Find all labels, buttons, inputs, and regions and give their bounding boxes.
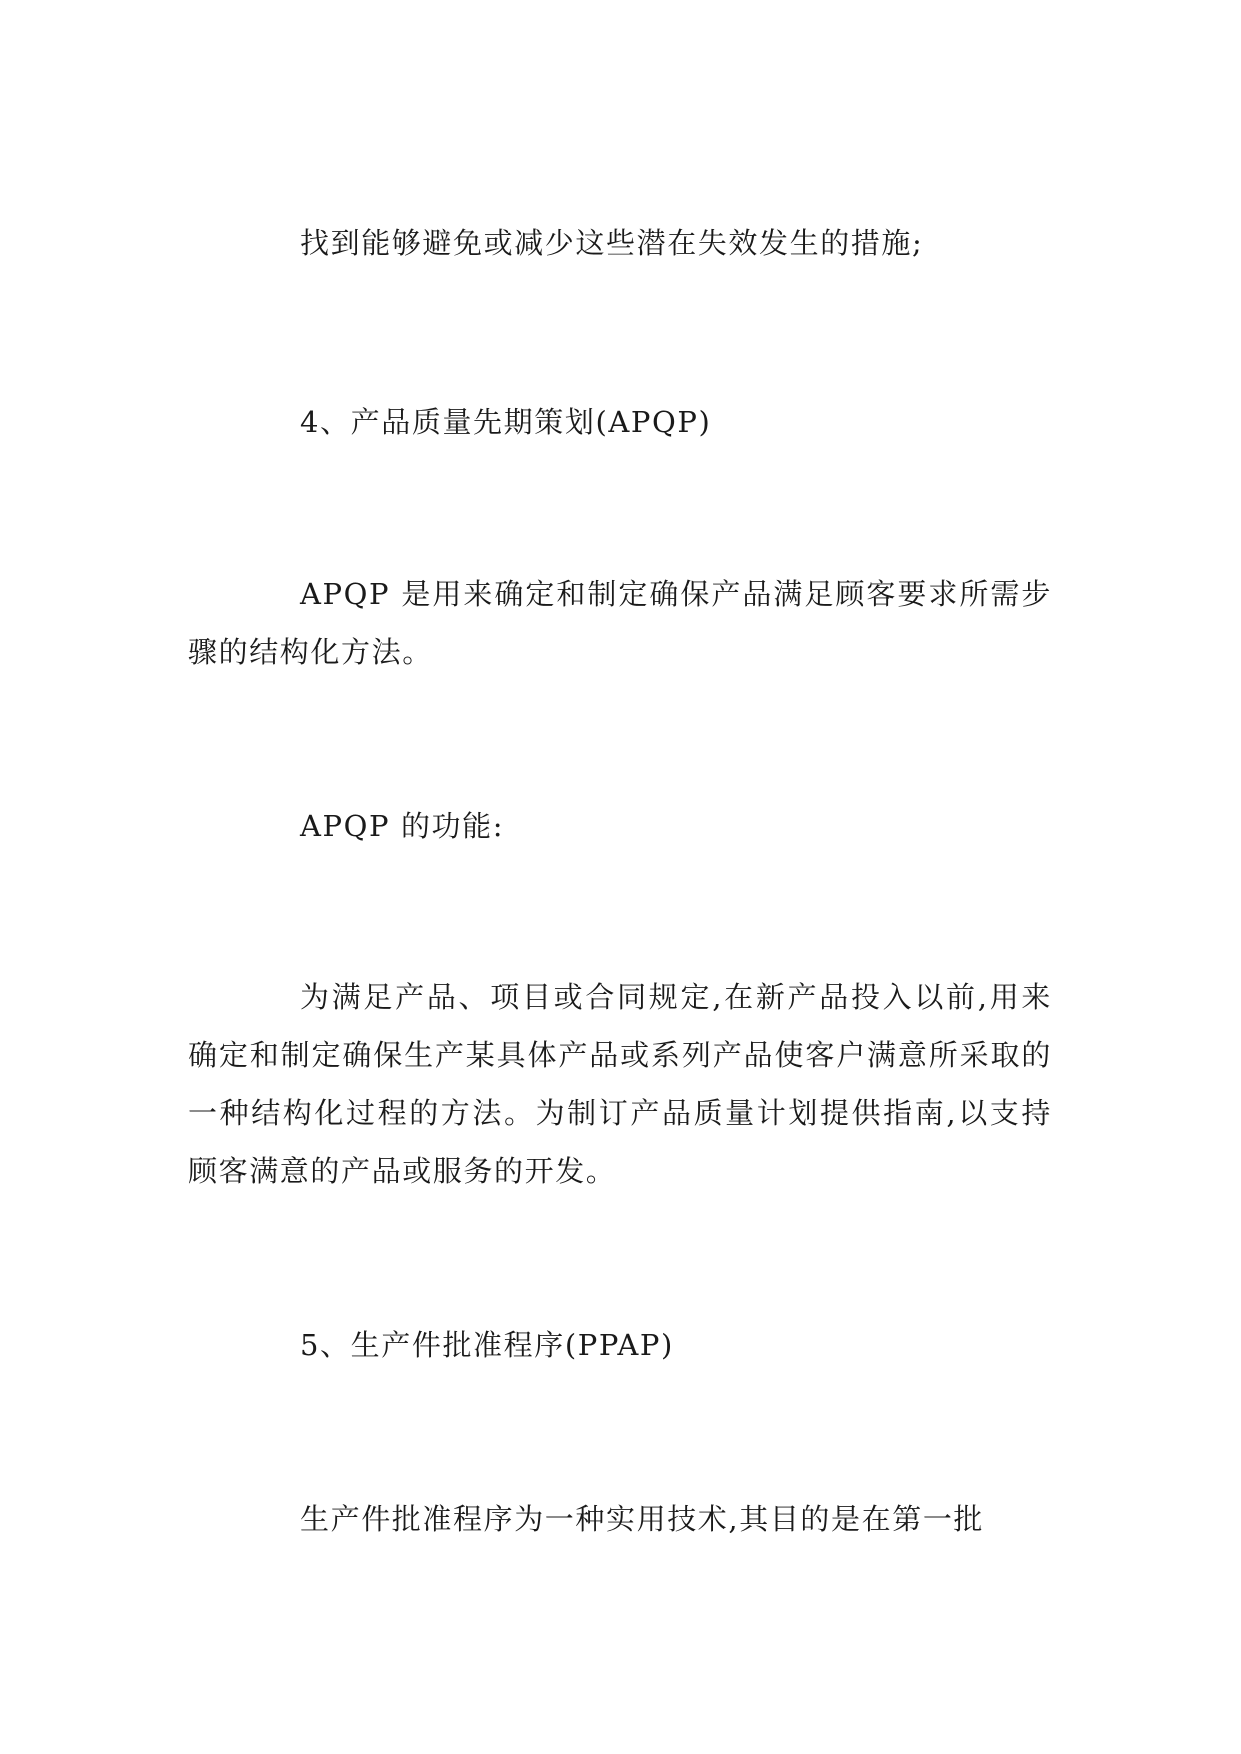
paragraph-failure-measures: 找到能够避免或减少这些潜在失效发生的措施; <box>300 226 924 260</box>
paragraph-apqp-function: 为满足产品、项目或合同规定,在新产品投入以前,用来确定和制定确保生产某具体产品或系列产品使客户满意所采取的一种结构化过程的方法。为制订产品质量计划提供指南,以支持顾客满意的产品或服务的开发。 <box>188 980 1052 1188</box>
paragraph-ppap-definition: 生产件批准程序为一种实用技术,其目的是在第一批 <box>300 1502 985 1536</box>
heading-apqp: 4、产品质量先期策划(APQP) <box>300 405 712 439</box>
heading-ppap: 5、生产件批准程序(PPAP) <box>300 1328 674 1362</box>
paragraph-apqp-definition: APQP 是用来确定和制定确保产品满足顾客要求所需步骤的结构化方法。 <box>188 577 1052 669</box>
subheading-apqp-function: APQP 的功能: <box>300 809 505 843</box>
